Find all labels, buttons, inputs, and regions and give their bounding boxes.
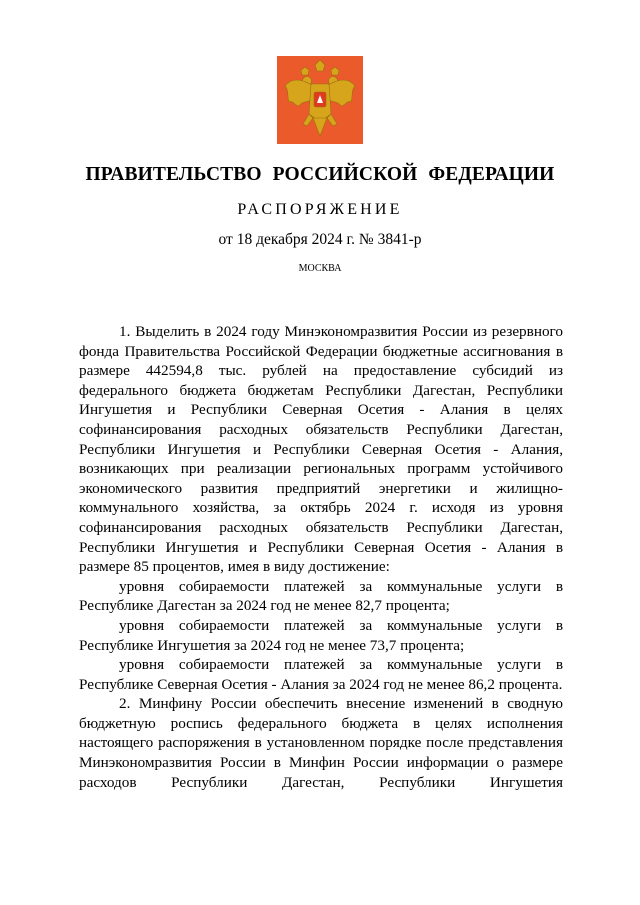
paragraph-1: 1. Выделить в 2024 году Минэкономразвития России из резервного фонда Правительства Российской Федерации бюджетные ассигнования в размере 442594,8 тыс. рублей на предоставление субсидий из федерального бюджета бюджетам Республики Дагестан, Республики Ингушетия и Республики Северная Осетия - Алания в целях софинансирования расходных обязательств Республики Дагестан, Республики Ингушетия и Республики Северная Осетия - Алания, возникающих при реализации региональных программ устойчивого экономического развития предприятий энергетики и жилищно-коммунального хозяйства, за октябрь 2024 г. исходя из уровня софинансирования расходных обязательств Республики Дагестан, Республики Ингушетия и Республики Северная Осетия - Алания в размере 85 процентов, имея в виду достижение: — [79, 323, 563, 576]
government-title-word: РОССИЙСКОЙ — [272, 164, 418, 185]
document-city: МОСКВА — [298, 263, 342, 274]
government-title — [0, 164, 640, 186]
list-item-ingushetia: уровня собираемости платежей за коммунальные услуги в Республике Ингушетия за 2024 год не менее 73,7 процента; — [79, 616, 563, 654]
russian-coat-of-arms-icon — [277, 56, 363, 144]
document-date-number: от 18 декабря 2024 г. № 3841-р — [218, 231, 422, 248]
list-item-dagestan: уровня собираемости платежей за коммунальные услуги в Республике Дагестан за 2024 год не менее 82,7 процента; — [79, 577, 563, 615]
document-type: РАСПОРЯЖЕНИЕ — [237, 201, 403, 218]
document-body — [79, 322, 563, 792]
paragraph-2: 2. Минфину России обеспечить внесение изменений в сводную бюджетную роспись федерального бюджета в целях исполнения настоящего распоряжения в установленном порядке после представления Минэкономразвития России в Минфин России информации о размере расходов Республики Дагестан, Республики Ингушетия — [79, 695, 563, 791]
list-item-north-ossetia: уровня собираемости платежей за коммунальные услуги в Республике Северная Осетия - Алания за 2024 год не менее 86,2 процента. — [79, 656, 563, 693]
government-title-word: ФЕДЕРАЦИИ — [428, 164, 555, 185]
government-title-word: ПРАВИТЕЛЬСТВО — [85, 164, 262, 185]
